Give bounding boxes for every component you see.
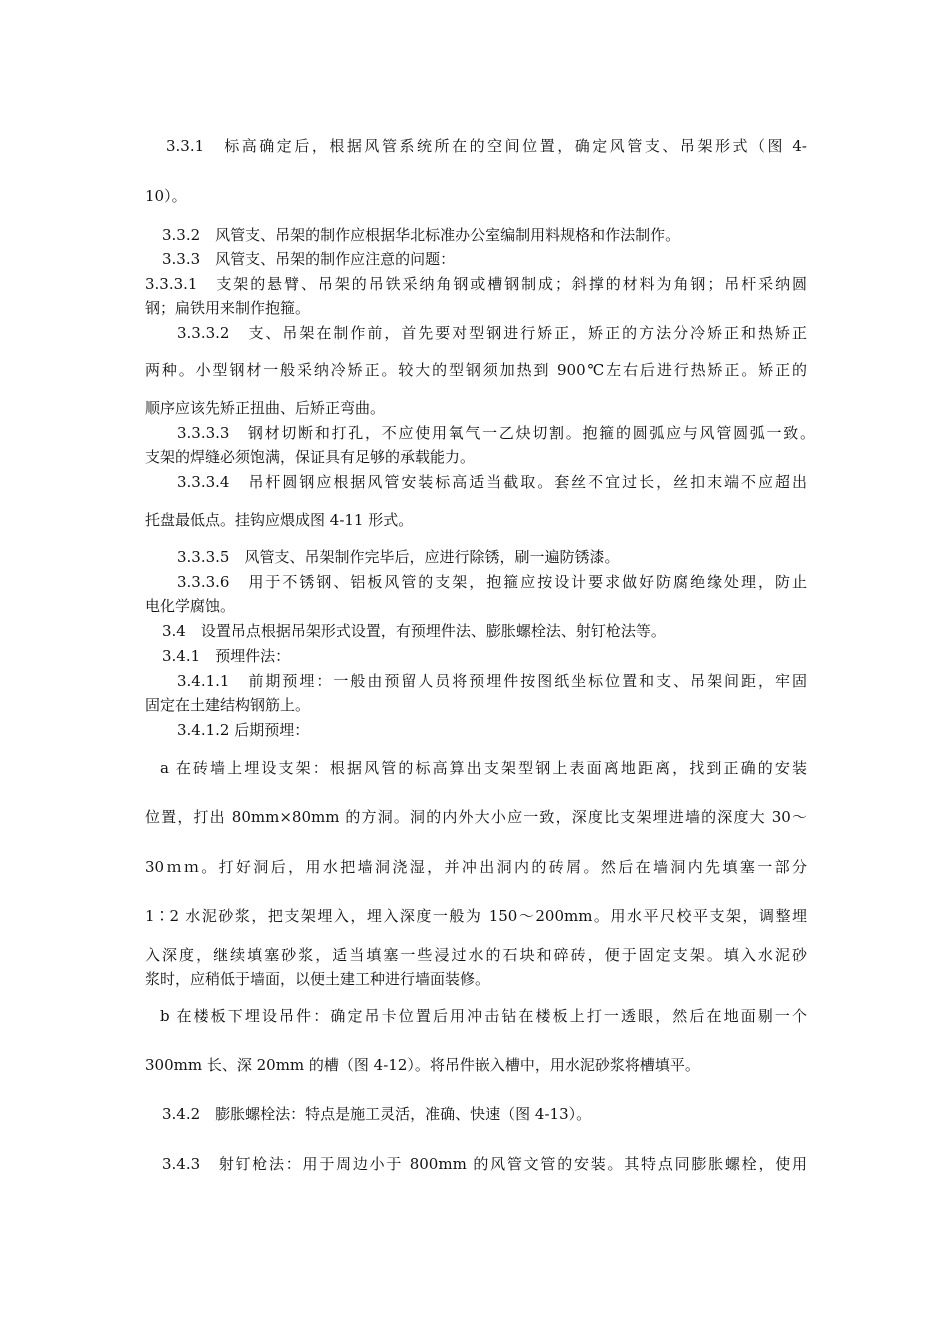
text-line-3-4-2: 3.4.2 膨胀螺栓法：特点是施工灵活，准确、快速（图 4-13）。 — [162, 1105, 592, 1123]
text-line-3-3-3: 3.3.3 风管支、吊架的制作应注意的问题： — [162, 250, 456, 268]
text-line-item-b: b 在楼板下埋设吊件：确定吊卡位置后用冲击钻在楼板上打一透眼，然后在地面剔一个 — [160, 1007, 807, 1025]
text-line-3-4-1: 3.4.1 预埋件法： — [162, 647, 291, 665]
text-line-item-a-cont-5: 浆时，应稍低于墙面，以便土建工种进行墙面装修。 — [145, 970, 491, 988]
text-line-3-3-3-6: 3.3.3.6 用于不锈钢、铝板风管的支架，抱箍应按设计要求做好防腐绝缘处理，防止 — [177, 573, 807, 591]
text-line-3-4-1-2: 3.4.1.2 后期预埋： — [177, 721, 310, 739]
text-line-3-4-3: 3.4.3 射钉枪法：用于周边小于 800mm 的风管文管的安装。其特点同膨胀螺栓，使用 — [162, 1155, 807, 1173]
text-line-3-3-3-6-cont: 电化学腐蚀。 — [145, 597, 236, 615]
text-line-3-3-3-2: 3.3.3.2 支、吊架在制作前，首先要对型钢进行矫正，矫正的方法分冷矫正和热矫正 — [177, 324, 807, 342]
text-line-item-a-cont-2: 30ｍｍ。打好洞后，用水把墙洞浇湿，并冲出洞内的砖屑。然后在墙洞内先填塞一部分 — [145, 858, 807, 876]
text-line-item-a-cont-4: 入深度，继续填塞砂浆，适当填塞一些浸过水的石块和碎砖，便于固定支架。填入水泥砂 — [145, 946, 807, 964]
text-line-3-3-3-2-cont-2: 顺序应该先矫正扭曲、后矫正弯曲。 — [145, 399, 386, 417]
text-line-3-4-1-1: 3.4.1.1 前期预埋：一般由预留人员将预埋件按图纸坐标位置和支、吊架间距，牢固 — [177, 672, 807, 690]
text-line-3-3-3-1-cont: 钢；扁铁用来制作抱箍。 — [145, 299, 311, 317]
text-line-item-a: a 在砖墙上埋设支架：根据风管的标高算出支架型钢上表面离地距离，找到正确的安装 — [160, 759, 807, 777]
text-line-3-3-2: 3.3.2 风管支、吊架的制作应根据华北标准办公室编制用料规格和作法制作。 — [162, 226, 681, 244]
text-line-3-3-3-1: 3.3.3.1 支架的悬臂、吊架的吊铁采纳角钢或槽钢制成；斜撑的材料为角钢；吊杆采纳圆 — [145, 275, 807, 293]
text-line-item-a-cont-3: 1∶2 水泥砂浆，把支架埋入，埋入深度一般为 150～200mm。用水平尺校平支架，调整埋 — [145, 907, 807, 925]
text-line-3-3-3-2-cont-1: 两种。小型钢材一般采纳冷矫正。较大的型钢须加热到 900℃左右后进行热矫正。矫正的 — [145, 361, 807, 379]
text-line-3-4: 3.4 设置吊点根据吊架形式设置，有预埋件法、膨胀螺栓法、射钉枪法等。 — [162, 622, 666, 640]
text-line-item-a-cont-1: 位置，打出 80mm×80mm 的方洞。洞的内外大小应一致，深度比支架埋进墙的深度大 30～ — [145, 808, 807, 826]
text-line-3-3-3-5: 3.3.3.5 风管支、吊架制作完毕后，应进行除锈，刷一遍防锈漆。 — [177, 548, 620, 566]
text-line-3-3-3-3-cont: 支架的焊缝必须饱满，保证具有足够的承载能力。 — [145, 448, 476, 466]
text-line-3-3-1: 3.3.1 标高确定后，根据风管系统所在的空间位置，确定风管支、吊架形式（图 4- — [166, 137, 807, 155]
text-line-item-b-cont: 300mm 长、深 20mm 的槽（图 4-12）。将吊件嵌入槽中，用水泥砂浆将槽填平。 — [145, 1056, 700, 1074]
text-line-3-3-3-4: 3.3.3.4 吊杆圆钢应根据风管安装标高适当截取。套丝不宜过长，丝扣末端不应超出 — [177, 473, 807, 491]
text-line-3-3-3-3: 3.3.3.3 钢材切断和打孔，不应使用氧气一乙炔切割。抱箍的圆弧应与风管圆弧一致。 — [177, 424, 815, 442]
text-line-3-4-1-1-cont: 固定在土建结构钢筋上。 — [145, 696, 311, 714]
text-line-3-3-1-cont: 10）。 — [145, 187, 187, 205]
text-line-3-3-3-4-cont: 托盘最低点。挂钩应煨成图 4-11 形式。 — [145, 511, 414, 529]
